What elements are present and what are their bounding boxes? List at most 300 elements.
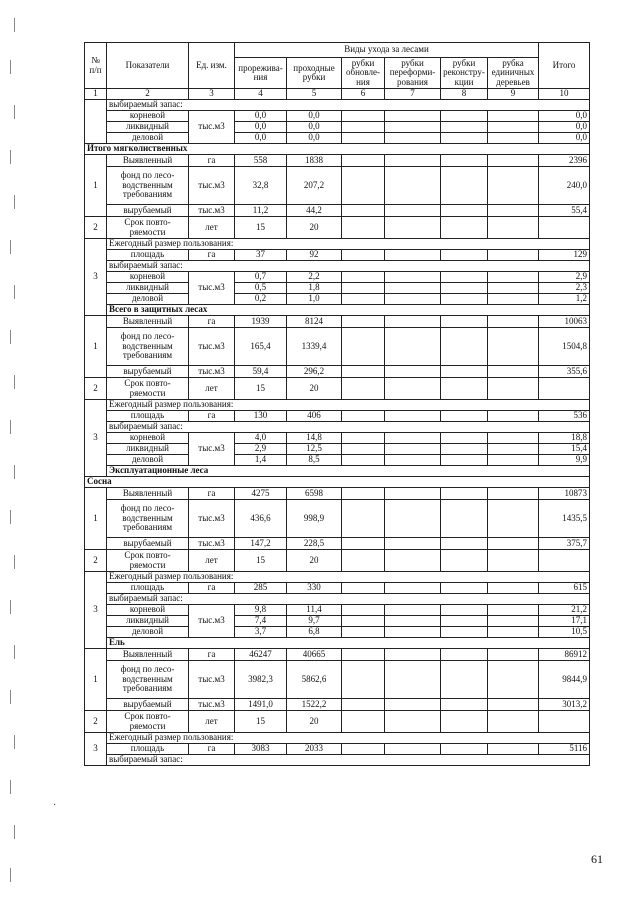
cell: 59,4 [235,366,287,378]
empty-cell [441,699,488,711]
cell: 130 [235,411,287,422]
empty-cell [342,583,385,594]
cell: 436,6 [235,500,287,538]
empty-cell [488,649,539,661]
empty-cell [488,411,539,422]
empty-cell [385,616,441,627]
cell: 355,6 [539,366,590,378]
empty-cell [539,550,590,572]
cell: 2,2 [287,272,342,283]
page-number: 61 [591,852,603,866]
empty-cell [342,328,385,366]
binding-marks [0,0,40,905]
row-number: 2 [85,711,107,733]
row-number: 1 [85,316,107,378]
empty-cell [342,538,385,550]
unit-m3: тыс.м3 [189,605,235,638]
empty-cell [385,283,441,294]
empty-cell [342,627,385,638]
empty-cell [441,155,488,167]
section-title: Итого мягколиственных [85,144,590,155]
cell: 9,7 [287,616,342,627]
empty-cell [539,378,590,400]
cell: 0,0 [287,122,342,133]
cell: 5116 [539,744,590,755]
annual-label: Ежегодный размер пользования: [107,239,590,250]
empty-cell [342,500,385,538]
cell: 0,0 [235,133,287,144]
header-reformation-cuts: рубки переформи-рования [385,58,441,89]
empty-cell [342,550,385,572]
unit-ga: га [189,583,235,594]
empty-cell [441,488,488,500]
business-label: деловой [107,294,189,305]
col-num: 5 [287,89,342,100]
empty-cell [441,649,488,661]
cell: 536 [539,411,590,422]
cell: 15,4 [539,444,590,455]
empty-cell [385,328,441,366]
empty-cell [441,538,488,550]
col-num: 2 [107,89,189,100]
empty-cell [385,488,441,500]
unit-m3: тыс.м3 [189,205,235,217]
empty-cell [441,167,488,205]
empty-cell [441,328,488,366]
stock-label: выбираемый запас: [107,755,590,766]
empty-cell [441,550,488,572]
unit-ga: га [189,744,235,755]
area-label: площадь [107,250,189,261]
cell: 0,0 [539,122,590,133]
cell: 0,0 [287,133,342,144]
empty-cell [385,699,441,711]
empty-cell [488,283,539,294]
cell: 1,0 [287,294,342,305]
cell: 17,1 [539,616,590,627]
empty-cell [441,444,488,455]
unit-ga: га [189,649,235,661]
empty-cell [385,538,441,550]
empty-cell [441,455,488,466]
cell: 129 [539,250,590,261]
cell: 1339,4 [287,328,342,366]
header-thinning: прорежива-ния [235,58,287,89]
empty-cell [488,378,539,400]
cell: 7,4 [235,616,287,627]
stock-label: выбираемый запас: [107,422,590,433]
empty-cell [385,272,441,283]
unit-years: лет [189,217,235,239]
cell: 0,0 [287,111,342,122]
unit-m3: тыс.м3 [189,433,235,466]
cell: 0,7 [235,272,287,283]
empty-cell [488,711,539,733]
empty-cell [488,744,539,755]
unit-years: лет [189,711,235,733]
empty-cell [441,605,488,616]
empty-cell [488,500,539,538]
unit-m3: тыс.м3 [189,328,235,366]
cell: 240,0 [539,167,590,205]
empty-cell [441,744,488,755]
unit-ga: га [189,250,235,261]
cell: 1491,0 [235,699,287,711]
empty-cell [488,155,539,167]
cell: 2,9 [539,272,590,283]
cell: 10063 [539,316,590,328]
empty-cell [441,433,488,444]
col-num: 4 [235,89,287,100]
row-number: 2 [85,550,107,572]
cell: 1504,8 [539,328,590,366]
empty-cell [385,378,441,400]
empty-cell [441,627,488,638]
identified-label: Выявленный [107,488,189,500]
empty-cell [488,455,539,466]
empty-cell [342,661,385,699]
empty-cell [539,217,590,239]
row-number: 1 [85,488,107,550]
empty-cell [385,433,441,444]
empty-cell [385,155,441,167]
empty-cell [488,699,539,711]
cell: 9,9 [539,455,590,466]
cell: 2396 [539,155,590,167]
cell: 9844,9 [539,661,590,699]
empty-cell [441,283,488,294]
column-numbers-row [85,89,590,100]
annual-label: Ежегодный размер пользования: [107,733,590,744]
empty-cell [342,744,385,755]
felled-label: вырубаемый [107,699,189,711]
period-label: Срок повто-ряемости [107,711,189,733]
empty-cell [385,649,441,661]
empty-cell [441,378,488,400]
empty-cell [342,433,385,444]
empty-cell [488,538,539,550]
empty-cell [488,316,539,328]
empty-cell [342,294,385,305]
cell: 285 [235,583,287,594]
cell: 32,8 [235,167,287,205]
empty-cell [342,605,385,616]
cell: 0,2 [235,294,287,305]
empty-cell [385,250,441,261]
cell: 10,5 [539,627,590,638]
empty-cell [342,444,385,455]
empty-cell [441,366,488,378]
empty-cell [441,711,488,733]
header-num: № п/п [85,43,107,89]
col-num: 1 [85,89,107,100]
cell: 6,8 [287,627,342,638]
empty-cell [441,272,488,283]
cell: 5862,6 [287,661,342,699]
empty-cell [385,550,441,572]
empty-cell [342,378,385,400]
stock-label: выбираемый запас: [107,261,590,272]
unit-m3: тыс.м3 [189,538,235,550]
empty-cell [441,294,488,305]
annual-label: Ежегодный размер пользования: [107,400,590,411]
area-label: площадь [107,411,189,422]
cell: 15 [235,550,287,572]
empty-cell [342,283,385,294]
empty-cell [488,294,539,305]
empty-cell [342,167,385,205]
empty-cell [488,550,539,572]
cell: 0,0 [235,111,287,122]
empty-cell [342,205,385,217]
felled-label: вырубаемый [107,366,189,378]
annual-label: Ежегодный размер пользования: [107,572,590,583]
cell: 10873 [539,488,590,500]
liquid-label: ликвидный [107,122,189,133]
col-num: 8 [441,89,488,100]
root-label: корневой [107,433,189,444]
unit-m3: тыс.м3 [189,272,235,305]
unit-m3: тыс.м3 [189,699,235,711]
cell: 92 [287,250,342,261]
empty-cell [342,616,385,627]
header-total: Итого [539,43,590,89]
empty-cell [488,433,539,444]
empty-cell [488,627,539,638]
empty-cell [342,699,385,711]
cell: 44,2 [287,205,342,217]
section-title: Всего в защитных лесах [107,305,590,316]
cell: 0,0 [235,122,287,133]
root-label: корневой [107,605,189,616]
business-label: деловой [107,133,189,144]
cell: 147,2 [235,538,287,550]
fund-label: фонд по лесо-водственным требованиям [107,328,189,366]
empty-cell [342,411,385,422]
empty-cell [441,661,488,699]
row-number: 3 [85,400,107,477]
cell: 0,0 [539,133,590,144]
cell: 18,8 [539,433,590,444]
cell: 296,2 [287,366,342,378]
header-reconstruction-cuts: рубки реконстру-кции [441,58,488,89]
row-number: 1 [85,649,107,711]
identified-label: Выявленный [107,316,189,328]
unit-m3: тыс.м3 [189,167,235,205]
empty-cell [441,217,488,239]
empty-cell [385,217,441,239]
business-label: деловой [107,627,189,638]
cell: 558 [235,155,287,167]
empty-cell [488,272,539,283]
cell: 15 [235,217,287,239]
cell: 21,2 [539,605,590,616]
col-num: 7 [385,89,441,100]
cell: 12,5 [287,444,342,455]
empty-cell [342,155,385,167]
cell: 207,2 [287,167,342,205]
empty-cell [385,444,441,455]
empty-cell [488,250,539,261]
cell: 0,0 [539,111,590,122]
row-number: 3 [85,733,107,766]
felled-label: вырубаемый [107,538,189,550]
stock-label: выбираемый запас: [107,594,590,605]
empty-cell [342,455,385,466]
empty-cell [385,744,441,755]
empty-cell [488,328,539,366]
empty-cell [488,366,539,378]
empty-cell [488,444,539,455]
area-label: площадь [107,744,189,755]
row-number: 2 [85,378,107,400]
empty-cell [441,583,488,594]
header-passage-cuts: проходные рубки [287,58,342,89]
col-num: 3 [189,89,235,100]
cell: 615 [539,583,590,594]
period-label: Срок повто-ряемости [107,217,189,239]
row-number: 1 [85,155,107,217]
cell: 4275 [235,488,287,500]
empty-cell [385,711,441,733]
empty-cell [342,711,385,733]
empty-cell [385,294,441,305]
row-number: 3 [85,572,107,649]
cell: 40665 [287,649,342,661]
cell: 3013,2 [539,699,590,711]
empty-cell [488,217,539,239]
empty-cell [488,583,539,594]
cell: 15 [235,711,287,733]
cell: 6598 [287,488,342,500]
header-renewal-cuts: рубки обновле-ния [342,58,385,89]
empty-cell [385,411,441,422]
cell: 20 [287,217,342,239]
empty-cell [488,605,539,616]
header-unit: Ед. изм. [189,43,235,89]
cell: 11,2 [235,205,287,217]
identified-label: Выявленный [107,649,189,661]
empty-cell [342,649,385,661]
liquid-label: ликвидный [107,616,189,627]
stray-mark: · [53,800,57,811]
cell: 4,0 [235,433,287,444]
stock-label: выбираемый запас: [107,100,590,111]
area-label: площадь [107,583,189,594]
section-title: Ель [107,638,590,649]
empty-cell [385,366,441,378]
empty-cell [385,205,441,217]
cell: 375,7 [539,538,590,550]
section-subtitle: Сосна [85,477,590,488]
unit-years: лет [189,378,235,400]
cell: 55,4 [539,205,590,217]
cell: 1435,5 [539,500,590,538]
empty-cell [385,627,441,638]
fund-label: фонд по лесо-водственным требованиям [107,661,189,699]
cell: 165,4 [235,328,287,366]
empty-cell [385,316,441,328]
empty-cell [488,488,539,500]
fund-label: фонд по лесо-водственным требованиям [107,500,189,538]
root-label: корневой [107,111,189,122]
cell: 20 [287,378,342,400]
empty-cell [539,711,590,733]
cell: 406 [287,411,342,422]
empty-cell [441,411,488,422]
period-label: Срок повто-ряемости [107,550,189,572]
cell: 86912 [539,649,590,661]
col-num: 10 [539,89,590,100]
cell: 8124 [287,316,342,328]
cell: 998,9 [287,500,342,538]
cell: 20 [287,550,342,572]
cell: 20 [287,711,342,733]
empty-cell [488,661,539,699]
unit-m3: тыс.м3 [189,111,235,144]
empty-cell [342,272,385,283]
empty-cell [385,500,441,538]
unit-m3: тыс.м3 [189,661,235,699]
cell: 15 [235,378,287,400]
section-title: Эксплуатационные леса [107,466,590,477]
row-number: 2 [85,217,107,239]
cell: 3083 [235,744,287,755]
empty-cell [342,488,385,500]
cell: 1939 [235,316,287,328]
cell: 0,5 [235,283,287,294]
empty-cell [385,455,441,466]
empty-cell [385,583,441,594]
unit-ga: га [189,316,235,328]
empty-cell [441,250,488,261]
unit-ga: га [189,411,235,422]
empty-cell [342,250,385,261]
cell: 1838 [287,155,342,167]
cell: 1,4 [235,455,287,466]
cell: 2,9 [235,444,287,455]
empty-cell [385,661,441,699]
cell: 8,5 [287,455,342,466]
liquid-label: ликвидный [107,283,189,294]
unit-m3: тыс.м3 [189,500,235,538]
empty-cell [342,366,385,378]
empty-cell [342,316,385,328]
period-label: Срок повто-ряемости [107,378,189,400]
empty-cell [441,205,488,217]
cell: 11,4 [287,605,342,616]
col-num: 9 [488,89,539,100]
empty-cell [488,616,539,627]
cell: 3,7 [235,627,287,638]
identified-label: Выявленный [107,155,189,167]
empty-cell [441,616,488,627]
root-label: корневой [107,272,189,283]
cell: 1522,2 [287,699,342,711]
header-care-types: Виды ухода за лесами [235,43,539,58]
empty-cell [342,217,385,239]
felled-label: вырубаемый [107,205,189,217]
cell: 2,3 [539,283,590,294]
empty-cell [488,167,539,205]
unit-ga: га [189,155,235,167]
cell: 37 [235,250,287,261]
empty-cell [385,605,441,616]
cell: 3982,3 [235,661,287,699]
row-number: 3 [85,239,107,316]
business-label: деловой [107,455,189,466]
cell: 228,5 [287,538,342,550]
